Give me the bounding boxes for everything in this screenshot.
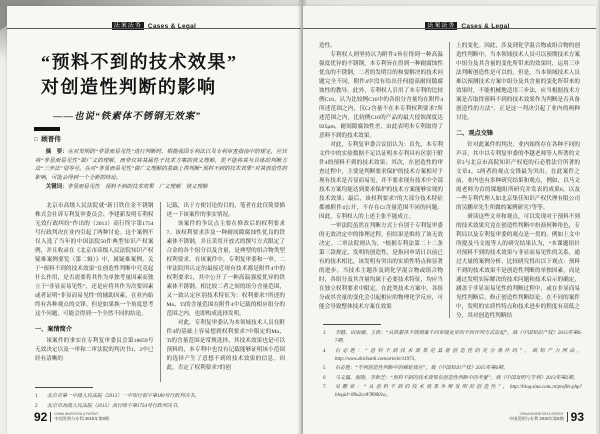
column-1 <box>29 202 160 382</box>
keywords-paragraph <box>35 183 287 192</box>
footnote <box>35 393 281 401</box>
author-rule-bar <box>34 127 60 131</box>
paragraph: 上的变化。因此，涉及到化学混合物或组合物的创造性判断中，当本领域技术人员可以预期技术方案中组分及其含量的变化所带来的效果时，运用三步法判断创造性是可以的。但是，当本领域技术人员难以预测技术方案中组分及其含量的变化所带来的效果时，不能机械地适用三步法，应当根据技术方案是否取得预料不到的技术效果作为判断是否具备创造性的方法”。正是这一判决引起了业内的两种讨论。 <box>456 43 580 121</box>
paragraph: 记载，出于方便讨论的目的，笔者在此仅简要描述一下该案件的事实情况。 <box>166 203 285 218</box>
footnote-number: 1 <box>35 394 38 399</box>
page-footer <box>34 410 109 424</box>
paragraph: 针对此案件的判决，业内始终存在各种不同的声音，其中以专利复审委的李越老师等人所著的文章3与北京市高院知识产权庭的石必胜法官所著的文章4、5两者的观点交锋最为突出。在此案件之前，业内也有多种研究结果和观点，例如，以马文霞老师为首的课题组所研究并发表的成果6，以及一些专利代理人如北京集佳知识产权代理有限公司的吴鹏章先生所做的案例研究7等等。 <box>456 142 580 211</box>
journal-info <box>509 412 568 422</box>
section-label-cn: 法案法务 <box>113 23 142 29</box>
paragraph: 一审法院虽然在判断方式上有别于专利复审委的无效决定中的推理过程，但结果是维持了该无效决定。二审法院则认为，“根据专利法第二十二条第三款规定，发明的创造性，是指同申请日以前已有的技术相比，该发明有突出的实质性特点和显著的进步。当技术主题涉及到化学混合物或组合物时，各组分及其含量均属于必要技术特征，均应当在独立权利要求中限定。在此类技术方案中，各组分或其含量的变化会引起相应的物理化学反应，可能会导致整体技术方案在效果 <box>319 223 443 310</box>
paragraph: 对此，专利复审委认为本领域技术人员在附件4的基础上容易想到权利要求7中限定的Mo、Ti的含量范围是常规选择，其技术效果也是可以预料的，本专利中也没有记载能够证明该小范围的选择产生了意想不到的技术效果的信息。因此，否定了权利要求7的创 <box>166 320 285 371</box>
footnote-text: 石必胜：“专利创造性判断中的棘轮效应”，载《中国知识产权》2015年第6期。 <box>335 366 509 371</box>
footnote <box>323 330 582 346</box>
section-label-en: Cases & Legal <box>147 22 197 30</box>
footnote-text: 北京市第一中级人民法院（2013）一中知行初字第180号行政判决书。 <box>47 394 200 399</box>
section-label-cn: 法案法务 <box>427 23 456 29</box>
section-label-en: Cases & Legal <box>461 22 510 30</box>
journal-name-cn: 中国发明与专利 2015年第9期 <box>54 416 110 421</box>
article-subtitle: ——也说“铁素体不锈钢无效案” <box>53 112 202 122</box>
column-1 <box>313 42 449 318</box>
section-heading: 一、案情简介 <box>35 326 73 333</box>
abstract-label: 摘 要： <box>45 149 68 155</box>
body-columns <box>29 202 291 382</box>
journal-name-cn: 中国发明与专利 2015年第9期 <box>508 416 564 421</box>
abstract-block <box>35 148 287 193</box>
author-marker: □ <box>34 137 38 143</box>
paragraph: 对此，专利复审委合议组认为：首先，本专利文件中的实验数据不足以证明本专利具有区别于附件4的预料不到的技术效果；其次，在创造性的审查过程中，主要是判断要求保护的技术方案相对于现有技术是否显而易见，并不要求现有技术中全部技术方案均能达到要求保护的技术方案能够实现的技术效果；最后，该权利要求7的大部分技术特征都被附件4公开，不存在Cr含量范围不同的问题。因此，专利权人的上述主张不能成立。 <box>319 142 443 220</box>
keywords-label: 关键词： <box>45 184 68 191</box>
header-rule <box>7 28 301 29</box>
footnote-rule <box>323 324 381 325</box>
footnote <box>323 365 582 373</box>
column-2 <box>449 42 586 318</box>
footnote <box>323 375 582 383</box>
journal-name-en: CHINA INVENTION & PATENT <box>54 412 99 416</box>
journal-info <box>50 412 109 422</box>
footnote <box>323 348 582 364</box>
paragraph: 研读这些文章和观点，可以发现对于预料不到的技术效果究竟在创造性判断中扮演何种角色，专利局以及专利复审委的观点是一贯的，例如上文中所提及马文霞等人的研究结果认为，“本课题组针对预料不到的技术效果与非显而易见性的关系，通过大量的案例分析、比较研究得出以下观点：预料不到的技术效果不是创造性判断的单独因素，而是通过发明实际解决的技术问题和技术启示的确定，涵盖于非显而易见性的判断过程中，或在非显而易见性判断后，修正创造性判断结论。在不同的案件中，发明的实质性特点和技术进步的程度有高低之分，其对创造性判断结 <box>456 214 580 318</box>
page-header <box>303 14 596 32</box>
page-number: 92 <box>34 410 48 424</box>
footnote-number: 4 <box>323 348 326 354</box>
abstract-paragraph <box>35 148 287 182</box>
page-footer <box>509 410 584 424</box>
footnotes <box>323 330 582 402</box>
footnote-number: 7 <box>323 385 326 390</box>
header-rule <box>303 28 596 29</box>
section-heading: 二、观点交锋 <box>456 130 494 137</box>
footnote-number: 2 <box>35 403 38 409</box>
footnote-rule <box>35 387 93 388</box>
footnote-text: 吴鹏章：“从意料不到的技术效果争辩发明的创造性”，http://blog.sina.com.cn/profile.php?blogid=89a2cc8789001a。 <box>335 385 582 398</box>
journal-name-en: CHINA INVENTION & PATENT <box>519 412 564 416</box>
footnote-text: 石必胜：“意料不到技术效果是具备创造性的充分条件吗”，载知产力网站，http://www.zhichanli.com/article/11973。 <box>335 348 582 362</box>
footnote-number: 6 <box>323 375 326 381</box>
page-number: 93 <box>570 410 584 424</box>
author-byline <box>34 134 61 143</box>
paragraph: 专利权人则坚持认为附件4旨在得到一种高温强度优异的不锈钢，本专利旨在得到一种耐腐蚀性优良的不锈钢，二者的发明目的和要解决的技术问题完全不同，附件4中没有给出任何提高耐间隙腐蚀性的教导。此外，专利权人引用了本专利的比较例C16，认为比较例C16中的各组分含量均在附件4所述范围之内，仅Cr含量不在本专利权利要求7所述范围之内，比较例C16的产品的最大侵蚀深度达925μm，耐间隙腐蚀性差，由此表明本专利取得了意料不到的技术效果。 <box>319 52 443 139</box>
paragraph: 该案件的争议点主要在修改后的权利要求7。该权利要求涉及一种耐间隙腐蚀性优良的铁素体不锈钢，并且采用开放式的撰写方式限定了合金的各个组分以及含量，是典型的组合物类型权利要求。在该案件中，专利复审委和一审、二审法院所认定的最接近现有技术都是附件4中的权利要求5，其中公开了一种高温强度优异的铁素体不锈钢。相比较二者之间的组分含量范围，又一致认定区别技术特征为：权利要求7所述的Mo、Ti的含量范围在附件4中记载的相应组分的范围之内，也即构成选择发明。 <box>166 221 285 317</box>
footnote-text: 李越、田雨湘、王轶：“从铁素体不锈钢案不同审级复审的不同评判方式说起”，载《中国知识产权》2015年第6-7期。 <box>335 331 582 344</box>
abstract-text: 在对发明的“非显而易见性”进行判断时，根据我国专利法以及专利审查指南中的规定，应该将“非显而易见性”做广义的理解，而非仅将其属性于技术方案的狭义理解，更不能将其与具体的判断方法“三步法”划等号。在对“非显而易见性”做广义理解的基础上再判断“预料不到的技术效果”对其创造性的影响，可能会得到一个全新的结论。 <box>35 149 287 181</box>
footnote-number: 3 <box>323 331 326 336</box>
page-right <box>303 6 596 434</box>
page-header <box>7 14 301 32</box>
article-title <box>41 50 238 100</box>
footnote-number: 5 <box>323 366 326 371</box>
paragraph: 北京市高级人民法院就“新日铁住金不锈钢株式会社诉专利复审委员会、李建新发明专利权无效行政纠纷”作出的（2013）高行终字第1754号行政判决在业内引起了两种讨论。这个案例不仅入选了当年的中国法院50件典型知识产权案例，并且收录在《北京市高级人民法院知识产权疑难案例要览（第二辑）》中，属疑难案例。关于“预料不到的技术效果”在创造性判断中究竟起什么作用，是否需要将其作为单独考量因素而独立于“非显而易见性”，还是应将其作为次要因素或者证明“非显而易见性”的辅助因素，在业内始终有各种观点的交锋。但是如果换一个角度思考这个问题，可能会得到一个全然不同的结论。 <box>35 203 154 317</box>
keywords-text: 非显而易见性 预料不到的技术效果 广义理解 狭义理解 <box>67 184 208 191</box>
author-name: 顾晋伟 <box>41 136 61 143</box>
footnote-text: 马文霞、倪晓、李新芝：“预料不到的技术效果在创造性判断中的考量”，载《中国发明与专利》2013年第2期。 <box>335 375 579 381</box>
body-columns <box>313 42 586 318</box>
column-2 <box>160 202 292 382</box>
article-title-line2: 对创造性判断的影响 <box>41 77 217 97</box>
footnote-text: 北京市高级人民法院（2013）高行终字第1754号行政判决书。 <box>47 403 183 409</box>
page-left <box>7 6 301 434</box>
paragraph: 造性。 <box>319 43 336 49</box>
paragraph: 该案件的事实在专利复审委员会第18659号无效决定以及一审和二审法院的判决书1、2中已经有清晰的 <box>35 338 154 362</box>
article-title-line1: “预料不到的技术效果” <box>41 52 238 72</box>
footnote <box>323 384 582 400</box>
